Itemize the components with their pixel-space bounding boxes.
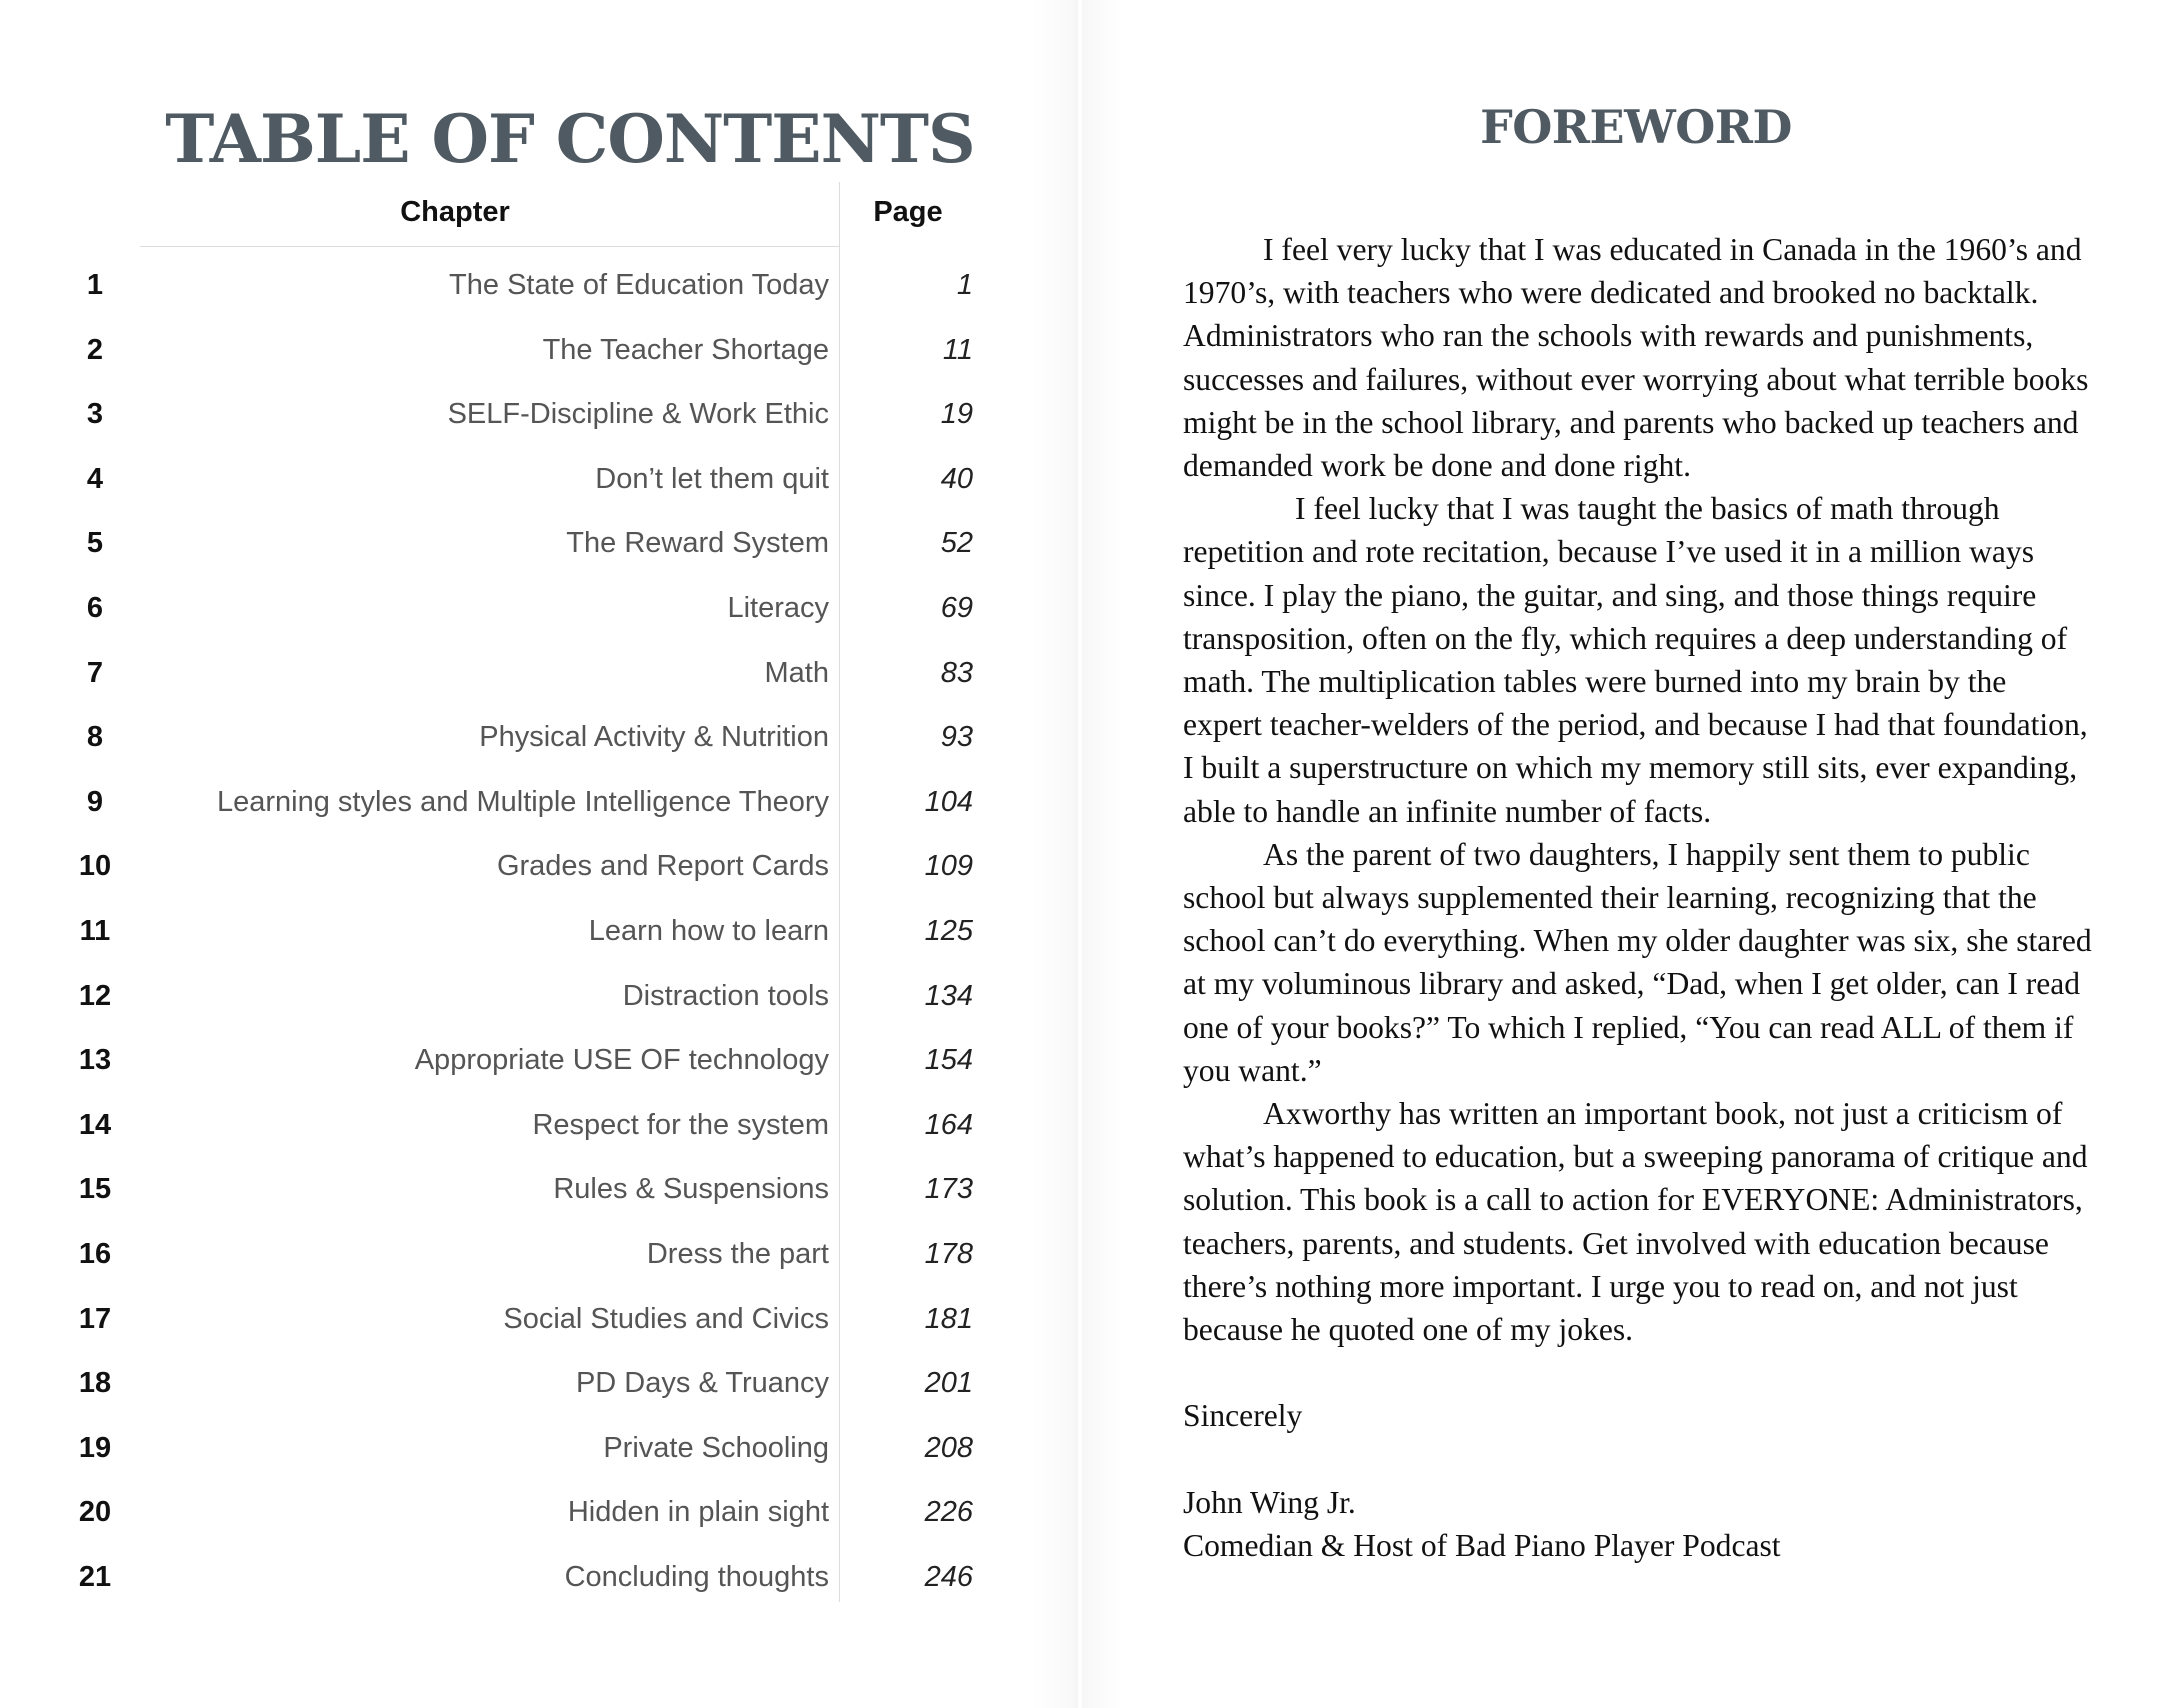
gutter-shadow-right: [1082, 0, 1122, 1708]
toc-row: [60, 1287, 1000, 1352]
signature-name: John Wing Jr.: [1183, 1484, 1356, 1520]
chapter-number: 8: [86, 721, 104, 754]
chapter-title: Learning styles and Multiple Intelligence Theory: [216, 785, 829, 818]
chapter-page: 109: [924, 850, 973, 883]
toc-row: [60, 770, 1000, 835]
chapter-page: 178: [924, 1237, 973, 1270]
chapter-title: Math: [764, 656, 829, 689]
toc-row: [60, 964, 1000, 1029]
chapter-column-header: Chapter: [400, 196, 510, 228]
chapter-number: 1: [86, 269, 104, 301]
chapter-page: 69: [940, 591, 973, 624]
toc-title: TABLE OF CONTENTS: [165, 100, 975, 178]
chapter-number: 11: [79, 914, 111, 947]
chapter-number: 18: [78, 1367, 112, 1400]
chapter-number: 3: [86, 398, 104, 431]
toc-row: [60, 899, 1000, 964]
chapter-page: 40: [940, 462, 973, 495]
chapter-number: 12: [78, 979, 112, 1012]
toc-row: [60, 1093, 1000, 1158]
toc-row: [60, 1480, 1000, 1545]
chapter-page: 1: [956, 269, 973, 301]
toc-list: [60, 253, 1000, 1609]
chapter-number: 7: [86, 656, 104, 689]
toc-row: [60, 1028, 1000, 1093]
chapter-page: 125: [924, 914, 973, 947]
chapter-number: 2: [86, 333, 104, 366]
chapter-title: The Teacher Shortage: [542, 333, 829, 366]
chapter-page: 164: [924, 1108, 973, 1141]
chapter-title: Respect for the system: [532, 1108, 829, 1141]
chapter-page: 134: [924, 979, 973, 1012]
chapter-title: Concluding thoughts: [564, 1560, 829, 1593]
chapter-number: 16: [78, 1237, 112, 1270]
chapter-number: 14: [78, 1108, 112, 1141]
chapter-number: 20: [78, 1496, 112, 1529]
foreword-title: FOREWORD: [1480, 100, 1792, 154]
toc-row: [60, 576, 1000, 641]
foreword-paragraph: As the parent of two daughters, I happily sent them to public school but always supplemented their learning, recognizing that the school can’t do everything. When my older daughter was six, she stared at my voluminous library and asked, “Dad, when I get older, can I read one of your books?” To which I replied, “You can read ALL of them if you want.”: [1183, 836, 2092, 1088]
toc-row: [60, 1545, 1000, 1610]
chapter-number: 21: [78, 1560, 112, 1593]
chapter-number: 4: [86, 462, 104, 495]
chapter-number: 19: [78, 1431, 112, 1464]
chapter-number: 17: [78, 1302, 112, 1335]
chapter-title: Rules & Suspensions: [553, 1173, 829, 1206]
toc-row: [60, 705, 1000, 770]
chapter-number: 5: [86, 527, 104, 560]
chapter-number: 13: [78, 1044, 112, 1077]
chapter-title: Social Studies and Civics: [503, 1302, 829, 1335]
chapter-title: Don’t let them quit: [595, 462, 829, 495]
chapter-page: 93: [940, 721, 973, 754]
toc-row: [60, 1222, 1000, 1287]
foreword-closing: Sincerely: [1183, 1398, 1303, 1434]
chapter-number: 15: [78, 1173, 112, 1206]
toc-row: [60, 834, 1000, 899]
foreword-paragraph: I feel lucky that I was taught the basics of math through repetition and rote recitation, because I’ve used it in a million ways since. I play the piano, the guitar, and sing, and those things require transposition, often on the fly, which requires a deep understanding of math. The multiplication tables were burned into my brain by the expert teacher-welders of the period, and because I had that foundation, I built a superstructure on which my memory still sits, ever expanding, able to handle an infinite number of facts.: [1183, 491, 2088, 829]
signature-block: [1183, 1481, 2093, 1567]
chapter-title: Dress the part: [646, 1237, 829, 1270]
toc-row: [60, 253, 1000, 318]
chapter-page: 154: [924, 1044, 973, 1077]
chapter-number: 9: [86, 785, 104, 818]
chapter-number: 6: [86, 591, 104, 624]
toc-row: [60, 447, 1000, 512]
chapter-page: 226: [924, 1496, 973, 1529]
chapter-page: 52: [940, 527, 973, 560]
chapter-title: The Reward System: [566, 527, 829, 560]
foreword-body: [1183, 228, 2093, 1567]
chapter-title: Distraction tools: [622, 979, 829, 1012]
toc-row: [60, 318, 1000, 383]
toc-row: [60, 1416, 1000, 1481]
signature-title: Comedian & Host of Bad Piano Player Podcast: [1183, 1528, 1781, 1564]
chapter-page: 246: [924, 1560, 973, 1593]
chapter-title: Literacy: [727, 591, 829, 624]
chapter-page: 201: [924, 1367, 973, 1400]
chapter-title: SELF-Discipline & Work Ethic: [447, 398, 829, 431]
toc-row: [60, 1157, 1000, 1222]
toc-row: [60, 1351, 1000, 1416]
chapter-page: 19: [940, 398, 973, 431]
chapter-title: PD Days & Truancy: [575, 1367, 829, 1400]
chapter-page: 11: [942, 333, 973, 366]
chapter-page: 173: [924, 1173, 973, 1206]
chapter-page: 208: [924, 1431, 973, 1464]
chapter-title: The State of Education Today: [449, 269, 829, 301]
foreword-paragraph: Axworthy has written an important book, not just a criticism of what’s happened to education, but a sweeping panorama of critique and solution. This book is a call to action for EVERYONE: Administrators, teachers, parents, and students. Get involved with education because there’s nothing more important. I urge you to read on, and not just because he quoted one of my jokes.: [1183, 1096, 2088, 1348]
chapter-page: 181: [924, 1302, 973, 1335]
toc-row: [60, 641, 1000, 706]
chapter-title: Hidden in plain sight: [567, 1496, 829, 1529]
chapter-number: 10: [78, 850, 112, 883]
left-page: [0, 0, 1078, 1708]
toc-row: [60, 511, 1000, 576]
toc-row: [60, 382, 1000, 447]
page-column-header: Page: [873, 196, 943, 228]
chapter-title: Physical Activity & Nutrition: [479, 721, 829, 754]
chapter-page: 104: [924, 785, 973, 818]
chapter-title: Learn how to learn: [588, 914, 829, 947]
header-divider: [140, 246, 839, 247]
chapter-page: 83: [940, 656, 973, 689]
foreword-paragraph: I feel very lucky that I was educated in Canada in the 1960’s and 1970’s, with teachers who were dedicated and brooked no backtalk. Administrators who ran the schools with rewards and punishments, successes and failures, without ever worrying about what terrible books might be in the school library, and parents who backed up teachers and demanded work be done and done right.: [1183, 232, 2089, 484]
chapter-title: Appropriate USE OF technology: [414, 1044, 829, 1077]
chapter-title: Private Schooling: [603, 1431, 829, 1464]
chapter-title: Grades and Report Cards: [496, 850, 829, 883]
